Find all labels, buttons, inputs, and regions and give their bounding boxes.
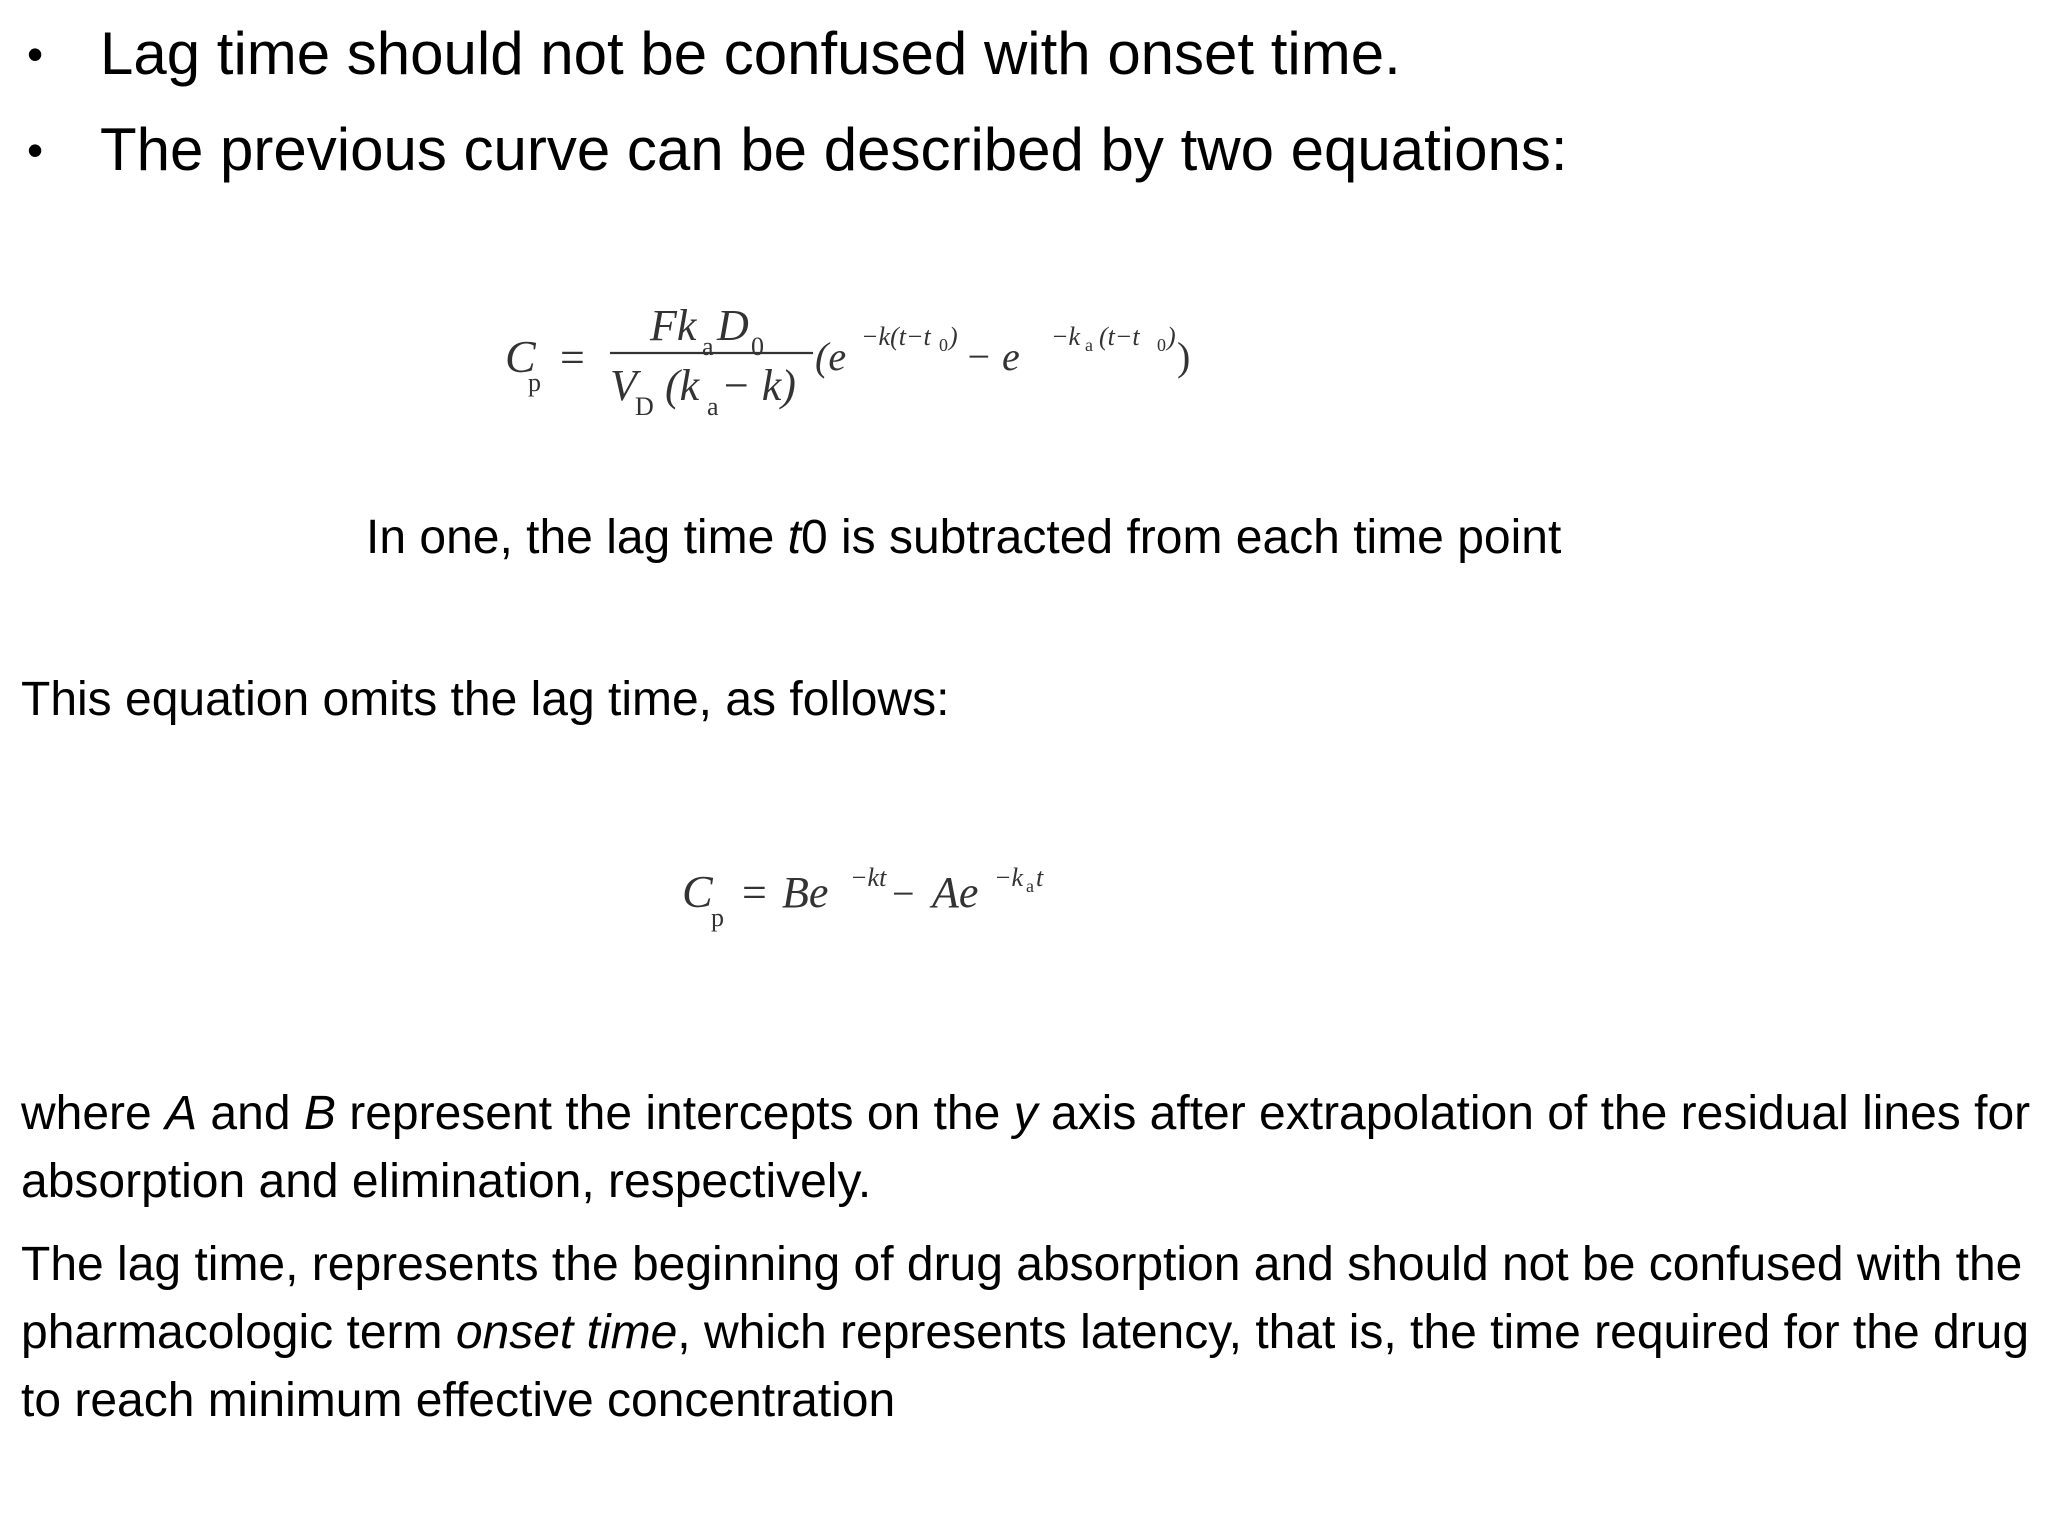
eq2-equals: = [742,868,767,917]
eq1-exponent-2-end: ) [1167,322,1176,351]
para-lag-text-2: , which represents latency, that is, the time required for the drug to reach minimum effective concentration [21,1306,2030,1427]
eq1-minus-e: − e [965,334,1020,379]
bullet-marker: • [27,124,44,176]
eq2-lhs-sub: p [711,903,724,932]
eq1-equals: = [560,333,585,382]
eq1-exponent-1-sub: 0 [939,335,948,355]
eq1-denominator-v: V [610,361,637,410]
eq1-exponent-1: −k(t−t [861,322,931,351]
para-where-italic-y: y [1013,1087,1038,1140]
caption-italic-t: t [787,511,801,564]
eq1-denominator-end: − k) [721,361,796,410]
eq2-minus: − [892,871,915,916]
equation-with-lag-time [505,295,1205,425]
eq1-numerator-sub-a: a [702,332,714,361]
eq2-a-exponent-t: t [1036,863,1044,892]
eq1-exponent-2: −k [1051,322,1081,351]
para-equation-omits: This equation omits the lag time, as follows: [21,673,950,726]
para-lag-text-1: The lag time, represents the beginning of drug absorption and should not be confused with the pharmacologic term [21,1238,2023,1359]
para-where-text-3: represent the intercepts on the [335,1087,1014,1140]
para-intercepts [21,1080,2031,1216]
eq1-paren-open: (e [815,334,847,379]
para-where-text-1: where [21,1087,166,1140]
eq2-b-term: Be [782,868,829,917]
caption-lag-subtracted [366,508,1561,568]
eq2-a-term: Ae [932,868,979,917]
eq2-lhs: C [682,866,713,917]
eq1-numerator-d: D [717,301,749,350]
eq1-denominator-rest: (k [665,361,700,410]
caption-text-1: In one, the lag time [366,511,788,564]
eq1-exponent-2-sub0: 0 [1157,335,1166,355]
eq1-exponent-1-end: ) [949,322,958,351]
eq1-denominator-sub-d: D [635,392,654,421]
bullet-marker: • [27,28,44,80]
equation-without-lag-time [678,862,1058,942]
eq2-a-exponent: −k [994,863,1024,892]
para-where-text-4: axis after extrapolation of the residual lines for absorption and elimination, respectively. [21,1087,2031,1208]
eq1-exponent-2-rest: (t−t [1099,322,1140,351]
eq1-lhs: C [505,331,536,382]
para-lag-italic-onset: onset time [455,1306,678,1359]
eq1-denominator-sub-a: a [707,392,719,421]
para-where-italic-a: A [165,1087,198,1140]
eq1-paren-close: ) [1177,334,1191,379]
para-where-text-2: and [197,1087,304,1140]
para-lag-time-definition [21,1231,2031,1435]
eq2-b-exponent: −kt [850,863,887,892]
eq1-lhs-sub: p [528,368,541,397]
bullet-text: Lag time should not be confused with onset time. [100,20,1401,87]
para-where-italic-b: B [303,1087,336,1140]
eq2-a-exponent-sub: a [1026,876,1034,896]
eq1-numerator-sub-0: 0 [751,332,764,361]
bullet-text: The previous curve can be described by two equations: [100,116,1568,183]
eq1-exponent-2-sub: a [1085,335,1093,355]
caption-text-2: 0 is subtracted from each time point [800,511,1562,564]
eq1-numerator: Fk [650,301,697,350]
